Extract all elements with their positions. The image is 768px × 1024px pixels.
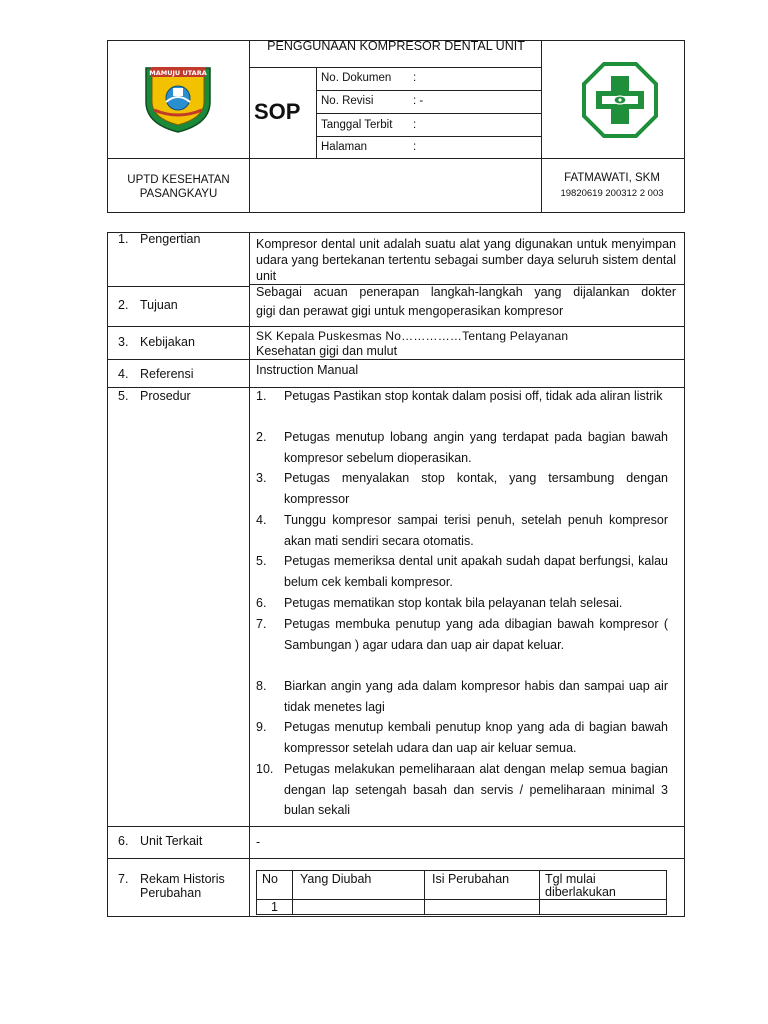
history-header-tgl-mulai: Tgl mulai diberlakukan	[545, 872, 616, 899]
section-label: Prosedur	[140, 389, 191, 403]
step-text: Petugas mematikan stop kontak bila pelayanan telah selesai.	[284, 596, 623, 610]
section-label: Referensi	[140, 367, 194, 381]
step-number: 2.	[256, 430, 267, 444]
org-line: UPTD KESEHATAN	[127, 174, 230, 186]
meta-value: :	[413, 119, 417, 131]
signatory-nip: 19820619 200312 2 003	[560, 188, 664, 199]
logo-text: MAMUJU UTARA	[149, 69, 207, 77]
puskesmas-cross-logo	[582, 62, 658, 138]
section-number: 1.	[118, 232, 129, 246]
meta-key: Tanggal Terbit	[321, 119, 393, 131]
org-line: PASANGKAYU	[139, 188, 218, 200]
history-cell-no: 1	[271, 900, 278, 914]
step-number: 9.	[256, 720, 267, 734]
section-label: Kebijakan	[140, 335, 195, 349]
step-text: Petugas Pastikan stop kontak dalam posisi off, tidak ada aliran listrik	[284, 389, 663, 403]
history-header-isi-perubahan: Isi Perubahan	[432, 872, 510, 886]
meta-halaman	[321, 141, 416, 153]
meta-key: No. Revisi	[321, 95, 374, 107]
label-referensi	[118, 367, 194, 381]
section-number: 7.	[118, 872, 129, 886]
section-label: Tujuan	[140, 298, 178, 312]
meta-no-revisi	[321, 95, 423, 107]
value-referensi: Instruction Manual	[256, 363, 359, 377]
history-header-yang-diubah: Yang Diubah	[300, 872, 372, 886]
meta-no-dokumen	[321, 72, 416, 84]
step-text: Tunggu kompresor sampai terisi penuh, setelah penuh kompresor akan mati sendiri secara otomatis.	[284, 513, 668, 548]
value-kebijakan-line1: SK Kepala Puskesmas No……………Tentang Pelayanan	[256, 329, 569, 343]
label-prosedur	[118, 389, 191, 403]
step-text: Petugas melakukan pemeliharaan alat dengan melap semua bagian dengan lap setengah basah dan servis / pemeliharaan minimal 3 bulan sekali	[284, 762, 668, 818]
meta-key: No. Dokumen	[321, 72, 392, 84]
history-header-no: No	[262, 872, 278, 886]
label-kebijakan	[118, 335, 195, 349]
signatory-name: FATMAWATI, SKM	[564, 172, 660, 184]
section-label: Perubahan	[140, 886, 202, 900]
value-unit-terkait: -	[256, 835, 261, 849]
value-tujuan-line2: gigi dan perawat gigi untuk mengoperasikan kompresor	[256, 304, 564, 318]
organization-name	[108, 173, 249, 201]
label-unit-terkait	[118, 834, 202, 848]
value-tujuan-line1: Sebagai acuan penerapan langkah-langkah yang dijalankan dokter	[256, 285, 676, 299]
step-number: 6.	[256, 596, 267, 610]
value-kebijakan-line2: Kesehatan gigi dan mulut	[256, 344, 398, 358]
section-number: 3.	[118, 335, 129, 349]
value-pengertian: Kompresor dental unit adalah suatu alat yang digunakan untuk menyimpan udara yang bertekanan tertentu sebagai sumber daya seluruh sistem dental unit	[256, 237, 676, 283]
meta-value: :	[413, 141, 417, 153]
section-number: 2.	[118, 298, 129, 312]
sop-label: SOP	[254, 99, 301, 124]
step-text: Biarkan angin yang ada dalam kompresor habis dan sampai uap air tidak menetes lagi	[284, 679, 668, 714]
meta-key: Halaman	[321, 141, 368, 153]
step-number: 8.	[256, 679, 267, 693]
section-label: Pengertian	[140, 232, 201, 246]
step-text: Petugas menyalakan stop kontak, yang tersambung dengan kompressor	[284, 471, 668, 506]
section-label: Unit Terkait	[140, 834, 203, 848]
step-text: Petugas menutup kembali penutup knop yang ada di bagian bawah kompressor setelah udara dan uap air keluar semua.	[284, 720, 668, 755]
meta-value: : -	[413, 95, 424, 107]
section-label: Rekam Historis	[140, 872, 225, 886]
document-title: PENGGUNAAN KOMPRESOR DENTAL UNIT	[267, 39, 525, 53]
step-text: Petugas memeriksa dental unit apakah sudah dapat berfungsi, kalau belum cek kembali kompresor.	[284, 554, 668, 589]
step-number: 10.	[256, 762, 274, 776]
label-tujuan	[118, 298, 178, 312]
step-number: 7.	[256, 617, 267, 631]
step-number: 1.	[256, 389, 267, 403]
section-number: 5.	[118, 389, 129, 403]
step-text: Petugas membuka penutup yang ada dibagian bawah kompresor ( Sambungan ) agar udara dan uap air dapat keluar.	[284, 617, 668, 652]
mamuju-utara-logo	[140, 62, 216, 134]
label-pengertian	[118, 232, 200, 246]
section-number: 6.	[118, 834, 129, 848]
meta-tanggal-terbit	[321, 119, 416, 131]
step-number: 3.	[256, 471, 267, 485]
step-text: Petugas menutup lobang angin yang terdapat pada bagian bawah kompresor sebelum dioperasikan.	[284, 430, 668, 465]
step-number: 4.	[256, 513, 267, 527]
section-number: 4.	[118, 367, 129, 381]
step-number: 5.	[256, 554, 267, 568]
meta-value: :	[413, 72, 417, 84]
label-rekam-historis	[118, 872, 225, 900]
